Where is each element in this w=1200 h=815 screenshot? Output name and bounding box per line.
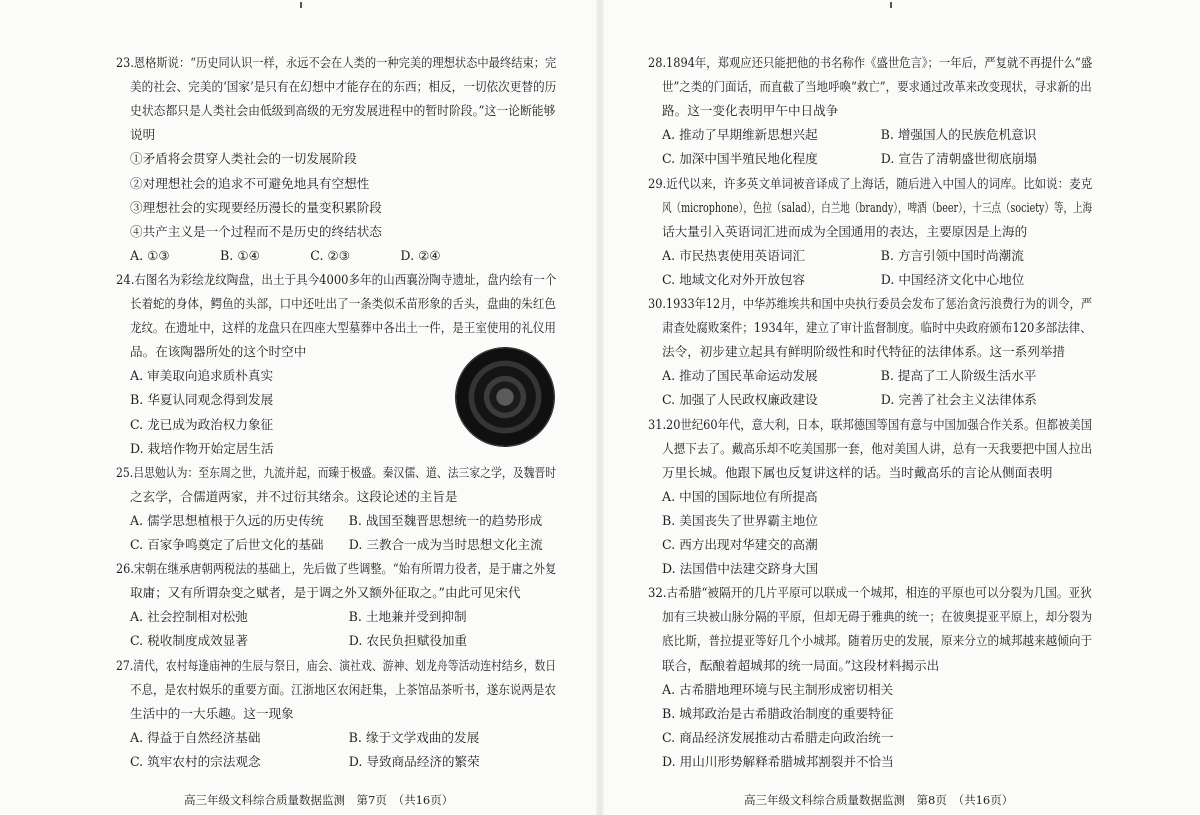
text-line: 美的社会、完美的‘国家’是只有在幻想中才能存在的东西；相反，一切依次更替的历 <box>130 79 557 95</box>
text-line: 底比斯，普拉提亚等好几个小城邦。随着历史的发展，原来分立的城邦越来越倾向于 <box>662 633 1093 649</box>
text-line: A. 得益于自然经济基础 B. 缘于文学戏曲的发展 <box>130 729 480 745</box>
text-line: C. 加强了人民政权廉政建设 D. 完善了社会主义法律体系 <box>662 392 1037 408</box>
text-line: 26.宋朝在继承唐朝两税法的基础上，先后做了些调整。“始有所谓力役者，是于庸之外复 <box>116 561 557 577</box>
text-line: 世”之类的门面话，而直截了当地呼喚“救亡”，要求通过改革来改变现状，寻求新的出 <box>662 79 1092 95</box>
text-line: 加有三块被山脉分隔的平原，但却无碍于雅典的统一；在彼奥提亚平原上，却分裂为 <box>662 609 1093 625</box>
text-line: C. 筑牢农村的宗法观念 D. 导致商品经济的繁荣 <box>130 753 480 769</box>
text-line: A. 审美取向追求质朴真实 <box>130 368 274 384</box>
text-line: 32.古希腊“被隔开的几片平原可以联成一个城邦，相连的平原也可以分裂为几国。亚狄 <box>648 585 1092 601</box>
text-line: 龙纹。在遗址中，这样的龙盘只在四座大型墓葬中各出土一件，是王室使用的礼仪用 <box>130 320 556 336</box>
text-line: C. 商品经济发展推动古希腊走向政治统一 <box>662 729 894 745</box>
text-line: 28.1894年，郑观应还只能把他的书名称作《盛世危言》；一年后，严复就不再提什么“盛 <box>648 55 1093 70</box>
text-line: 风（microphone），色拉（salad），白兰地（brandy），啤酒（beer），十三点（society）等，上海 <box>662 199 1093 215</box>
text-line: A. 推动了国民革命运动发展 B. 提高了工人阶级生活水平 <box>662 368 1037 384</box>
text-line: B. 华夏认同观念得到发展 <box>130 392 274 408</box>
text-line: 不息，是农村娱乐的重要方面。江浙地区农闲赶集，上茶馆品茶听书，遂东说两是农 <box>130 681 556 697</box>
text-line: ④共产主义是一个过程而不是历史的终结状态 <box>130 223 382 239</box>
text-line: A. 市民热衷使用英语词汇 B. 方言引领中国时尚潮流 <box>662 247 1024 263</box>
text-line: 话大量引入英语词汇进而成为全国通用的表达，主要原因是上海的 <box>662 223 1028 239</box>
text-line: B. 美国丧失了世界霸主地位 <box>662 512 818 528</box>
text-line: A. ①③ B. ①④ C. ②③ D. ②④ <box>130 247 441 263</box>
text-line: A. 儒学思想植根于久远的历史传统 B. 战国至魏晋思想统一的趋势形成 <box>130 512 543 528</box>
text-line: 之玄学，合儒道两家，并不过衍其绪余。这段论述的主旨是 <box>130 488 458 504</box>
text-line: 27.清代，农村每逢庙神的生辰与祭日，庙会、演社戏、游神、划龙舟等活动连村结乡，数日 <box>116 657 557 673</box>
text-line: 24.右图名为彩绘龙纹陶盘，出土于具今4000多年的山西襄汾陶寺遗址，盘内绘有一个 <box>116 271 557 287</box>
text-line: ②对理想社会的追求不可避免地具有空想性 <box>130 175 370 191</box>
text-line: 30.1933年12月，中华苏维埃共和国中央执行委员会发布了惩治贪污浪费行为的训令，严 <box>648 296 1093 311</box>
text-line: 万里长城。他跟下属也反复讲这样的话。当时戴高乐的言论从侧面表明 <box>662 464 1053 480</box>
text-line: 肃查处腐败案件；1934年，建立了审计监督制度。临时中央政府颁布120多部法律、 <box>662 320 1092 336</box>
text-line: 品。在该陶器所处的这个时空中 <box>130 344 307 360</box>
text-line: A. 推动了早期维新思想兴起 B. 增强国人的民族危机意识 <box>662 127 1037 143</box>
text-line: C. 税收制度成效显著 D. 农民负担赋役加重 <box>130 633 468 649</box>
right-page-footer: 高三年级文科综合质量数据监测 第8页 （共16页） <box>744 793 1014 807</box>
text-line: 29.近代以来，许多英文单词被音译成了上海话，随后进入中国人的词库。比如说：麦克 <box>648 175 1093 191</box>
text-line: C. 加深中国半殖民地化程度 D. 宣告了清朝盛世彻底崩塌 <box>662 151 1037 167</box>
text-line: B. 城邦政治是古希腊政治制度的重要特征 <box>662 705 894 721</box>
text-line: 路。这一变化表明甲午中日战争 <box>662 103 839 119</box>
text-line: 联合，酝酿着超城邦的统一局面。”这段材料揭示出 <box>662 657 940 673</box>
text-line: 23.恩格斯说：“历史同认识一样，永远不会在人类的一种完美的理想状态中最终结束；完 <box>116 55 557 70</box>
text-line: C. 百家争鸣奠定了后世文化的基础 D. 三教合一成为当时思想文化主流 <box>130 537 543 552</box>
text-line: 人摁下去了。戴高乐却不吃美国那一套，他对美国人讲，总有一天我要把中国人拉出 <box>662 440 1093 456</box>
text-line: A. 社会控制相对松弛 B. 土地兼并受到抑制 <box>130 609 467 625</box>
text-line: D. 法国借中法建交跻身大国 <box>662 561 819 577</box>
text-line: 取庸；又有所谓杂变之赋者，是于调之外又额外征取之。”由此可见宋代 <box>130 585 521 601</box>
text-line: 史状态都只是人类社会由低级到高级的无穷发展进程中的暂时阶段。”这一论断能够 <box>130 103 556 119</box>
text-line: 生活中的一大乐趣。这一现象 <box>130 705 294 721</box>
text-line: D. 栽培作物开始定居生活 <box>130 440 274 456</box>
text-line: D. 用山川形势解释希腊城邦割裂并不恰当 <box>662 753 894 769</box>
text-line: 31.20世纪60年代，意大利，日本，联邦德国等国有意与中国加强合作关系。但都被美国 <box>648 416 1093 432</box>
text-line: 长着蛇的身体，鳄鱼的头部，口中还吐出了一条类似禾苗形象的舌头，盘曲的朱红色 <box>130 296 556 311</box>
text-line: 25.吕思勉认为：至东周之世，九流并起，而臻于极盛。秦汉儒、道、法三家之学，及魏晋时 <box>116 464 557 480</box>
text-line: A. 古希腊地理环境与民主制形成密切相关 <box>662 681 894 697</box>
right-page <box>600 0 1200 815</box>
text-line: C. 龙已成为政治权力象征 <box>130 416 274 432</box>
text-line: ③理想社会的实现要经历漫长的量变积累阶段 <box>130 199 382 215</box>
left-page-footer: 高三年级文科综合质量数据监测 第7页 （共16页） <box>184 793 454 807</box>
painted-dragon-pottery-plate-image <box>456 348 554 446</box>
text-line: A. 中国的国际地位有所提高 <box>662 488 818 504</box>
text-line: C. 西方出现对华建交的高潮 <box>662 537 818 552</box>
text-line: 法令，初步建立起具有鲜明阶级性和时代特征的法律体系。这一系列举措 <box>662 344 1065 360</box>
text-line: 说明 <box>130 127 156 143</box>
text-line: C. 地域文化对外开放包容 D. 中国经济文化中心地位 <box>662 271 1025 287</box>
text-line: ①矛盾将会贯穿人类社会的一切发展阶段 <box>130 151 357 167</box>
